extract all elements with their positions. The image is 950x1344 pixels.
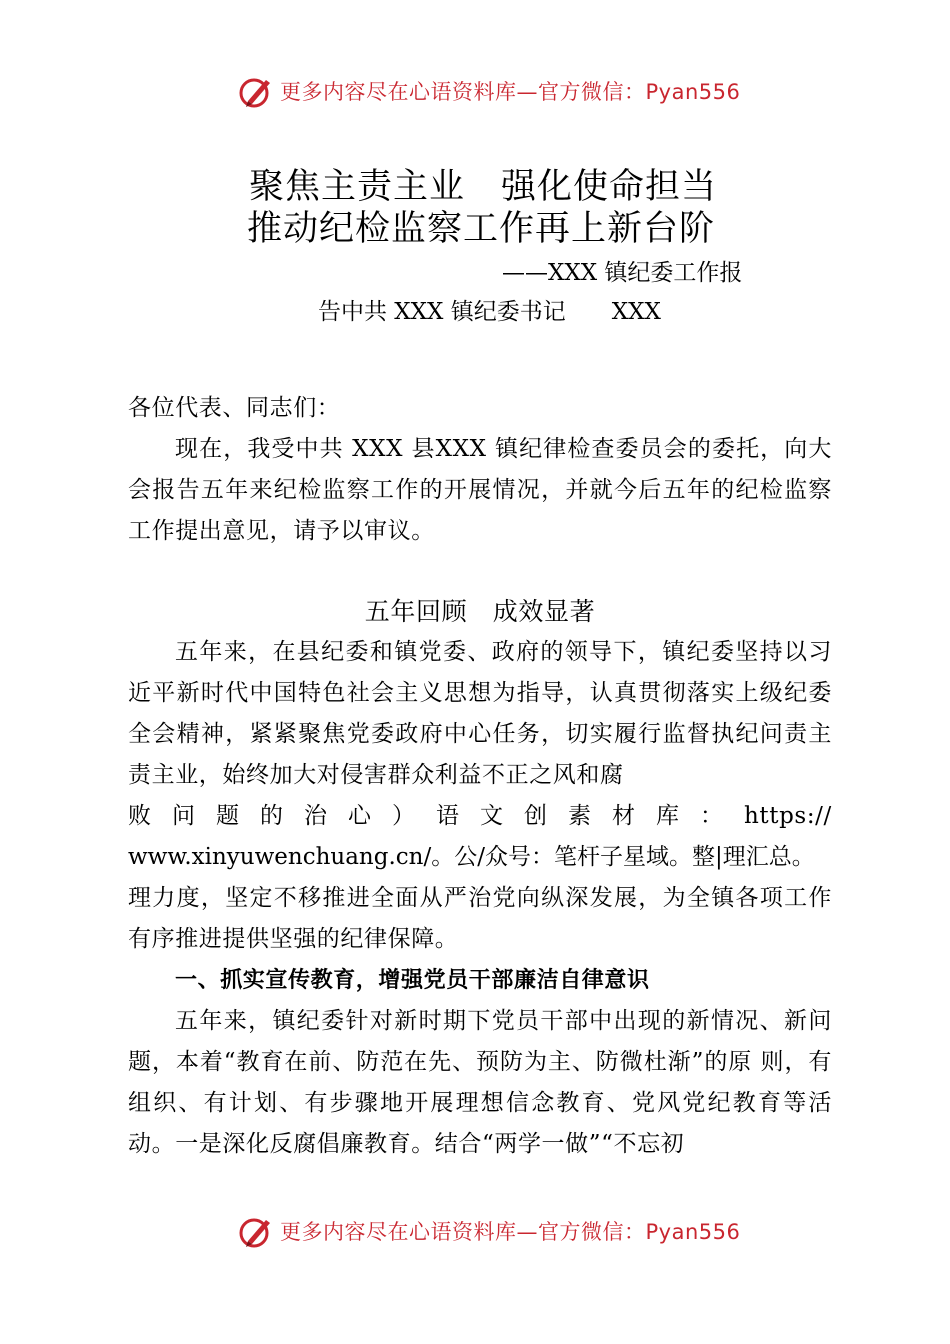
pen-logo-icon — [238, 74, 274, 110]
watermark-banner-bottom — [0, 1212, 950, 1252]
heading-1: 一、抓实宣传教育，增强党员干部廉洁自律意识 — [175, 968, 650, 993]
doc-title-line1: 聚焦主责主业 强化使命担当 — [248, 167, 717, 207]
spread-char: 治 — [304, 803, 328, 829]
spread-char: 语 — [436, 803, 460, 829]
watermark-text: 更多内容尽在心语资料库—官方微信：Pyan556 — [280, 80, 741, 104]
spread-char: 素 — [568, 803, 592, 829]
education-paragraph: 五年来，镇纪委针对新时期下党员干部中出现的新情况、新问题，本着“教育在前、防范在先、预防为主、防微杜渐”的原 则，有组织、有计划、有步骤地开展理想信念教育、党风党纪教育等活动。一是深化反腐倡廉教育。结合“两学一做”“不忘初 — [128, 1008, 832, 1157]
greeting: 各位代表、同志们： — [128, 395, 341, 421]
spread-char: 题 — [216, 803, 240, 829]
spread-char: ： — [700, 803, 724, 829]
doc-subtitle: ——XXX 镇纪委工作报 — [502, 260, 743, 286]
spread-char: 的 — [260, 803, 284, 829]
section-title: 五年回顾 成效显著 — [364, 597, 596, 626]
watermark-text: 更多内容尽在心语资料库—官方微信：Pyan556 — [280, 1220, 741, 1244]
doc-byline: 告中共 XXX 镇纪委书记 XXX — [318, 299, 661, 325]
review-paragraph-part1: 五年来，在县纪委和镇党委、政府的领导下，镇纪委坚持以习近平新时代中国特色社会主义思想为指导，认真贯彻落实上级纪委全会精神，紧紧聚焦党委政府中心任务，切实履行监督执纪问责主责主业，始终加大对侵害群众利益不正之风和腐 — [128, 639, 832, 788]
review-paragraph-part2: 理力度，坚定不移推进全面从严治党向纵深发展，为全镇各项工作有序推进提供坚强的纪律保障。 — [128, 885, 832, 952]
watermark-banner-top — [0, 72, 950, 112]
spread-char: 创 — [524, 803, 548, 829]
spread-char: ） — [392, 803, 416, 829]
spread-char: 文 — [480, 803, 504, 829]
intro-paragraph: 现在，我受中共 XXX 县XXX 镇纪律检查委员会的委托，向大会报告五年来纪检监察工作的开展情况，并就今后五年的纪检监察工作提出意见，请予以审议。 — [128, 436, 832, 544]
review-paragraph-spread-line — [128, 796, 832, 837]
document-body — [128, 388, 832, 1165]
spread-char: 问 — [172, 803, 196, 829]
spread-char: 心 — [348, 803, 372, 829]
spread-char: 库 — [656, 803, 680, 829]
pen-logo-icon — [238, 1214, 274, 1250]
spread-url-start: https:// — [744, 803, 832, 829]
review-paragraph-url-line: www.xinyuwenchuang.cn/。公/众号：笔杆子星域。整|理汇总。 — [128, 844, 815, 870]
spread-char: 材 — [612, 803, 636, 829]
doc-title-line2: 推动纪检监察工作再上新台阶 — [246, 209, 715, 249]
spread-char: 败 — [128, 803, 152, 829]
